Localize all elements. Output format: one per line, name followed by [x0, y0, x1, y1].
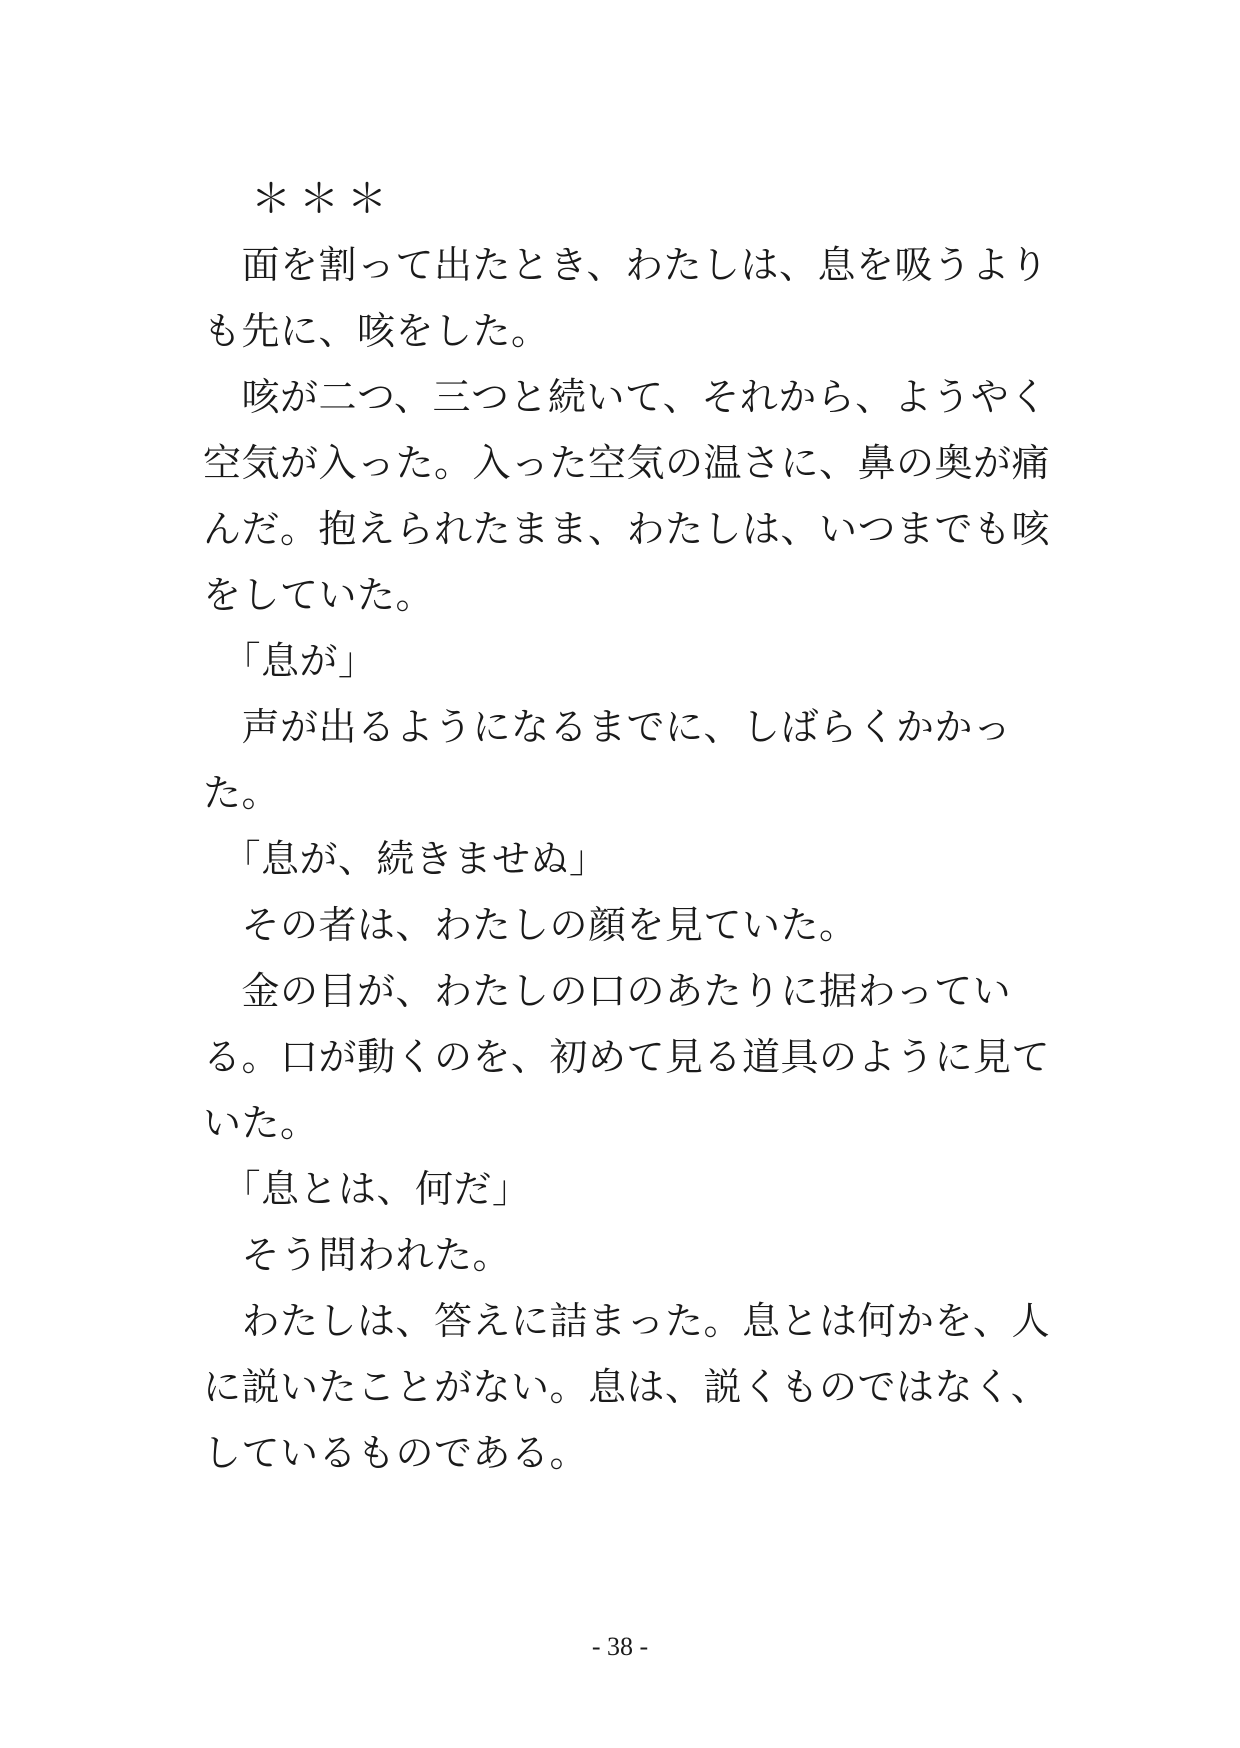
text-line: をしていた。	[203, 573, 435, 617]
text-line: そう問われた。	[203, 1233, 512, 1277]
text-line: も先に、咳をした。	[203, 309, 550, 353]
dialogue-line: 「息が」	[203, 639, 377, 683]
text-line: いた。	[203, 1101, 319, 1145]
text-line: んだ。抱えられたまま、わたしは、いつまでも咳	[203, 507, 1051, 551]
text-line: る。口が動くのを、初めて見る道具のように見て	[203, 1035, 1051, 1079]
text-line: その者は、わたしの顔を見ていた。	[203, 903, 858, 947]
text-line: 声が出るようになるまでに、しばらくかかっ	[203, 705, 1012, 749]
dialogue-line: 「息とは、何だ」	[203, 1167, 531, 1211]
page-number: - 38 -	[591, 1632, 649, 1661]
body-text	[203, 166, 1051, 1486]
text-line: た。	[203, 771, 281, 815]
section-break: ＊＊＊	[203, 176, 395, 222]
text-line: 金の目が、わたしの口のあたりに据わってい	[203, 969, 1012, 1013]
text-line: しているものである。	[203, 1431, 589, 1475]
text-line: 咳が二つ、三つと続いて、それから、ようやく	[203, 375, 1048, 419]
text-line: 面を割って出たとき、わたしは、息を吸うより	[203, 243, 1049, 287]
text-line: わたしは、答えに詰まった。息とは何かを、人	[203, 1299, 1051, 1343]
text-line: に説いたことがない。息は、説くものではなく、	[203, 1365, 1050, 1409]
dialogue-line: 「息が、続きませぬ」	[203, 837, 608, 881]
text-line: 空気が入った。入った空気の温さに、鼻の奥が痛	[203, 441, 1051, 485]
